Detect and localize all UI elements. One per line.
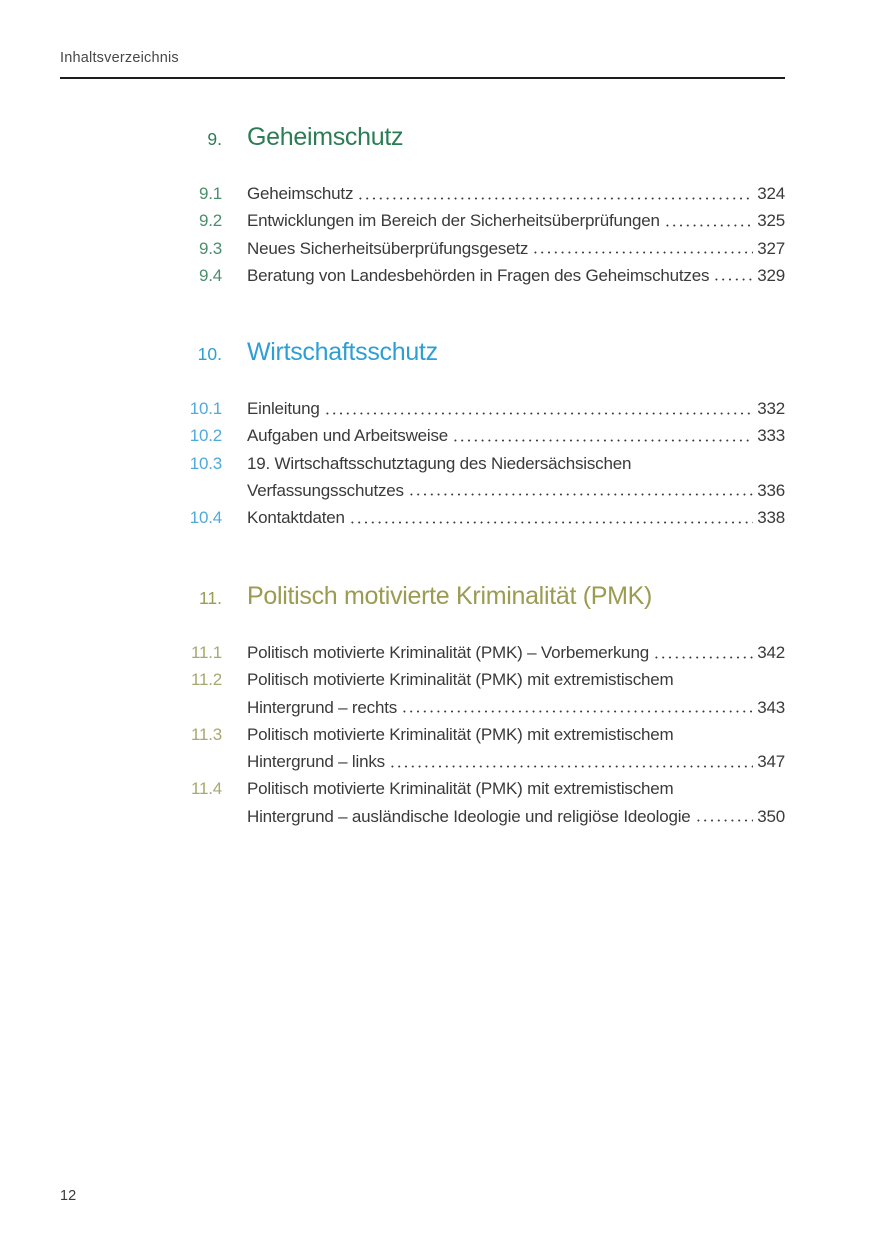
toc-entry[interactable] (60, 180, 785, 207)
toc-entry-title: Einleitung (247, 399, 320, 418)
dot-leader (664, 207, 753, 234)
toc-entry[interactable] (60, 721, 785, 748)
toc-entry-body (247, 775, 785, 802)
toc-entry-title: Politisch motivierte Kriminalität (PMK) mit extremistischem (247, 779, 674, 799)
toc-entry-title: Verfassungsschutzes (247, 480, 404, 500)
toc-section-9 (60, 122, 785, 285)
toc-entry-number: 9.1 (198, 184, 222, 203)
toc-entry-page-number: 336 (757, 480, 785, 500)
toc-entry[interactable] (60, 504, 785, 531)
toc-entry-title: Hintergrund – rechts (247, 697, 398, 717)
toc-entry[interactable] (60, 207, 785, 234)
section-heading (60, 581, 785, 611)
toc-entry[interactable] (60, 450, 785, 477)
toc-entry-body (247, 721, 785, 748)
toc-entry-title: Politisch motivierte Kriminalität (PMK) mit extremistischem (247, 670, 674, 690)
toc-entry-body (247, 180, 785, 207)
toc-entry-number: 10.2 (189, 426, 222, 446)
toc-entry-page-number: 324 (757, 184, 785, 203)
toc-entry-title: Geheimschutz (247, 184, 354, 203)
dot-leader (452, 422, 753, 449)
toc-entry-body (247, 450, 785, 477)
toc-entry[interactable] (60, 694, 785, 721)
dot-leader (408, 477, 753, 504)
dot-leader (389, 748, 753, 775)
toc-entry-number: 9.3 (198, 238, 222, 258)
section-entries (60, 639, 785, 830)
toc-entry-title: Entwicklungen im Bereich der Sicherheitsüberprüfungen (247, 211, 660, 231)
section-number: 9. (207, 129, 222, 149)
toc-entry-page-number: 327 (757, 238, 785, 258)
toc-entry-body (247, 666, 785, 693)
toc-entry[interactable] (60, 748, 785, 775)
toc-entry-number: 11.3 (190, 724, 222, 744)
toc-entry-body (247, 207, 785, 234)
toc-entry[interactable] (60, 775, 785, 802)
toc-entry-number: 10.4 (189, 508, 222, 528)
toc-entry-title: Kontaktdaten (247, 508, 345, 528)
section-heading (60, 122, 785, 152)
dot-leader (653, 639, 753, 666)
toc-entry-title: Aufgaben und Arbeitsweise (247, 426, 449, 446)
toc-entry-number: 11.1 (190, 643, 222, 662)
toc-entry-page-number: 342 (757, 643, 785, 662)
header-rule (60, 77, 785, 79)
running-header-title: Inhaltsverzeichnis (60, 50, 179, 66)
toc-entry[interactable] (60, 666, 785, 693)
toc-entry[interactable] (60, 395, 785, 422)
section-title: Wirtschaftsschutz (247, 338, 438, 366)
toc-entry[interactable] (60, 639, 785, 666)
dot-leader (324, 395, 754, 422)
toc-entry-body (247, 639, 785, 666)
toc-entry-body (247, 803, 785, 830)
toc-section-10 (60, 337, 785, 528)
dot-leader (357, 180, 753, 207)
toc-entry-body (247, 504, 785, 531)
section-number: 11. (198, 588, 222, 608)
toc-entry-number: 10.3 (189, 453, 222, 473)
toc-entry-body (247, 748, 785, 775)
toc-entry-body (247, 395, 785, 422)
toc-entry-body (247, 235, 785, 262)
dot-leader (695, 803, 754, 830)
toc-entry-title: Hintergrund – ausländische Ideologie und religiöse Ideologie (247, 806, 691, 826)
toc-entry-page-number: 332 (757, 399, 785, 418)
toc-entry-title: Politisch motivierte Kriminalität (PMK) mit extremistischem (247, 724, 674, 744)
toc-entry-page-number: 350 (757, 806, 785, 826)
dot-leader (532, 235, 753, 262)
toc-entry-page-number: 338 (757, 508, 785, 528)
toc-entry-page-number: 333 (757, 426, 785, 446)
dot-leader (401, 694, 753, 721)
toc-entry-number: 10.1 (189, 399, 222, 418)
toc-entry-number: 9.4 (198, 265, 222, 285)
toc-entry-page-number: 343 (757, 697, 785, 717)
toc-entry-body (247, 477, 785, 504)
toc-entry-title: Politisch motivierte Kriminalität (PMK) – Vorbemerkung (247, 643, 650, 662)
toc-entry-number: 11.2 (190, 670, 222, 690)
section-title: Politisch motivierte Kriminalität (PMK) (247, 582, 653, 610)
dot-leader (713, 262, 753, 289)
toc-entry-body (247, 694, 785, 721)
toc-entry[interactable] (60, 262, 785, 289)
toc-entry-number: 9.2 (198, 211, 222, 231)
toc-entry[interactable] (60, 235, 785, 262)
dot-leader (349, 504, 753, 531)
toc-section-11 (60, 581, 785, 826)
toc-entry-title: Hintergrund – links (247, 752, 385, 772)
toc-entry-body (247, 262, 785, 289)
toc-entry[interactable] (60, 477, 785, 504)
toc-entry[interactable] (60, 803, 785, 830)
section-title: Geheimschutz (247, 123, 404, 151)
toc-entry-title: 19. Wirtschaftsschutztagung des Niedersächsischen (247, 453, 632, 473)
section-heading (60, 337, 785, 367)
toc-entry-title: Beratung von Landesbehörden in Fragen des Geheimschutzes (247, 265, 710, 285)
toc-entry-page-number: 347 (757, 752, 785, 772)
toc-entry-body (247, 422, 785, 449)
section-entries (60, 180, 785, 289)
toc-entry-page-number: 329 (757, 265, 785, 285)
section-number: 10. (197, 344, 222, 364)
section-entries (60, 395, 785, 531)
toc-entry-page-number: 325 (757, 211, 785, 231)
toc-entry[interactable] (60, 422, 785, 449)
toc-entry-title: Neues Sicherheitsüberprüfungsgesetz (247, 238, 529, 258)
footer-page-number: 12 (60, 1188, 77, 1204)
toc-entry-number: 11.4 (190, 779, 222, 799)
